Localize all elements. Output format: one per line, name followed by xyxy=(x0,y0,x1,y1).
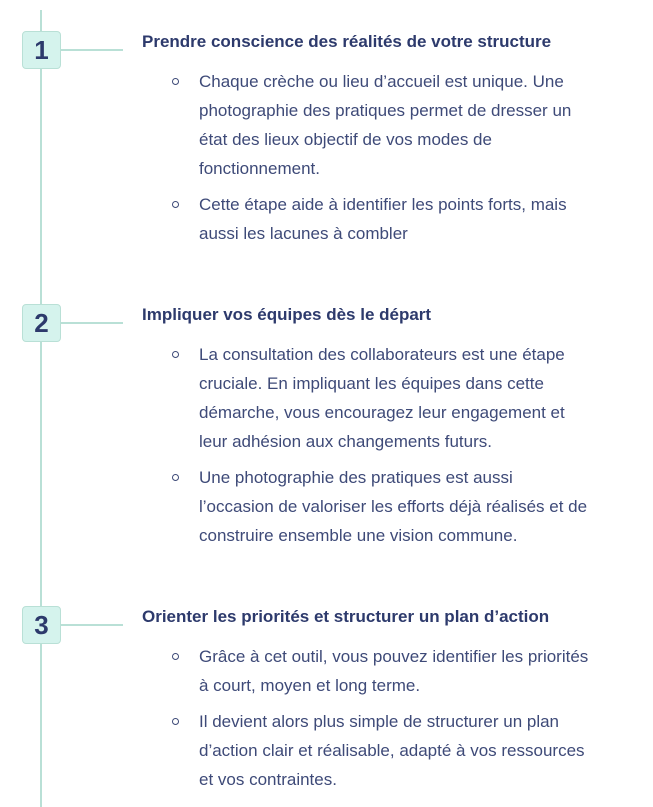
bullet-text: La consultation des collaborateurs est une étape cruciale. En impliquant les équipes dans cette démarche, vous encouragez leur engagement et leur adhésion aux changements futurs. xyxy=(199,345,565,451)
bullet-text: Une photographie des pratiques est aussi l’occasion de valoriser les efforts déjà réalisés et de construire ensemble une vision commune. xyxy=(199,468,588,545)
step-title: Prendre conscience des réalités de votre structure xyxy=(142,32,552,51)
bullet-circle-icon xyxy=(172,351,179,358)
bullet-circle-icon xyxy=(172,201,179,208)
list-item xyxy=(172,463,592,550)
step-title: Orienter les priorités et structurer un plan d’action xyxy=(142,607,550,626)
step-title: Impliquer vos équipes dès le départ xyxy=(142,305,432,324)
step-number-badge: 2 xyxy=(22,304,61,342)
step-bullets xyxy=(172,67,592,255)
step-number-badge: 1 xyxy=(22,31,61,69)
bullet-circle-icon xyxy=(172,474,179,481)
bullet-text: Chaque crèche ou lieu d’accueil est unique. Une photographie des pratiques permet de dresser un état des lieux objectif de vos modes de fonctionnement. xyxy=(199,72,572,178)
step-bullets xyxy=(172,340,592,557)
bullet-circle-icon xyxy=(172,718,179,725)
connector-line xyxy=(61,322,123,324)
list-item xyxy=(172,707,592,794)
timeline-line xyxy=(40,10,42,807)
bullet-text: Grâce à cet outil, vous pouvez identifier les priorités à court, moyen et long terme. xyxy=(199,647,589,695)
bullet-text: Cette étape aide à identifier les points forts, mais aussi les lacunes à combler xyxy=(199,195,567,243)
list-item xyxy=(172,67,592,183)
connector-line xyxy=(61,624,123,626)
step-bullets xyxy=(172,642,592,801)
bullet-circle-icon xyxy=(172,653,179,660)
connector-line xyxy=(61,49,123,51)
list-item xyxy=(172,190,592,248)
step-number-badge: 3 xyxy=(22,606,61,644)
bullet-circle-icon xyxy=(172,78,179,85)
list-item xyxy=(172,642,592,700)
bullet-text: Il devient alors plus simple de structurer un plan d’action clair et réalisable, adapté à vos ressources et vos contraintes. xyxy=(199,712,585,789)
list-item xyxy=(172,340,592,456)
